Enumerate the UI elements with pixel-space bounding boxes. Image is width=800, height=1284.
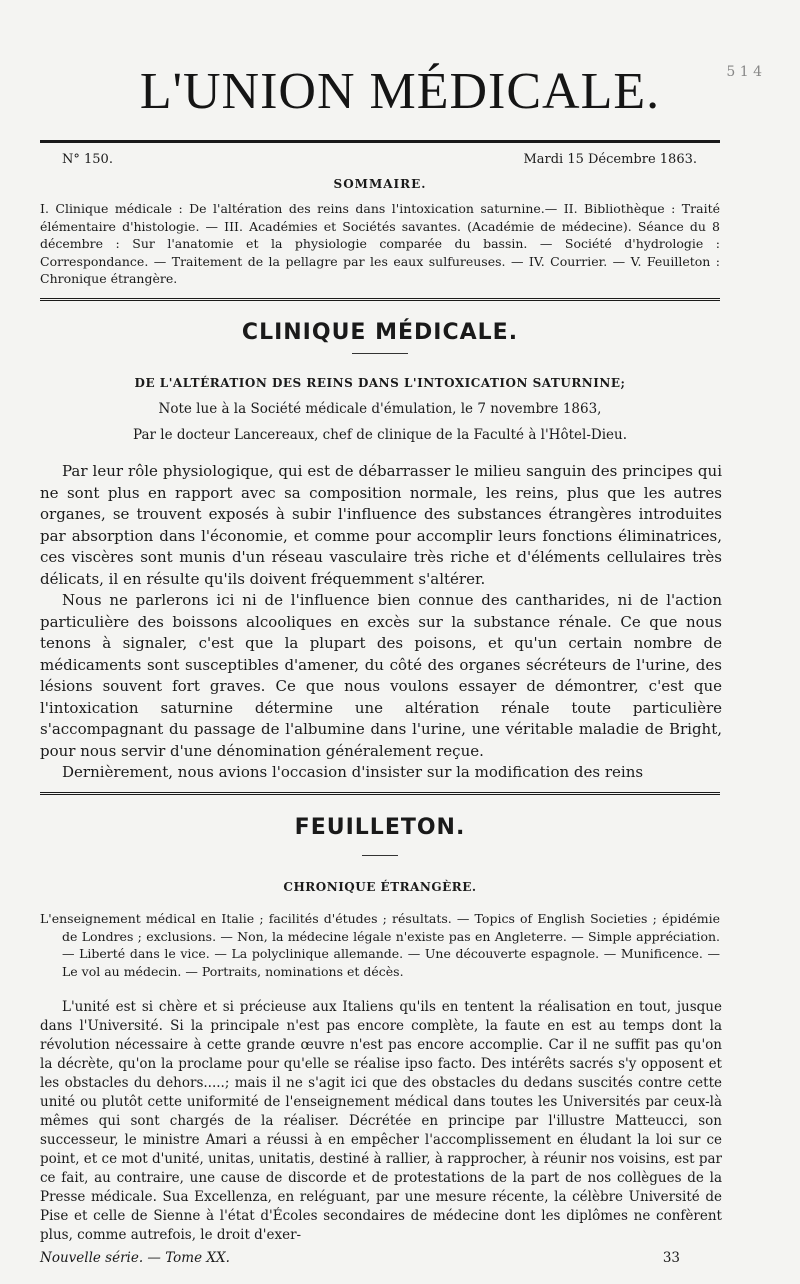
feuilleton-divider [40, 792, 720, 799]
masthead-title: L'UNION MÉDICALE. [139, 63, 661, 120]
issue-date: Mardi 15 Décembre 1863. [523, 152, 697, 167]
paragraph: L'unité est si chère et si précieuse aux Italiens qu'ils en tentent la réalisation en tout, jusque dans l'Université. Si la principale n'est pas encore complète, la faute en est au temps dont la révolution nécessaire à cette grande œuvre n'est pas encore accomplie. Car il ne suffit pas qu'on la décrète, qu'on la proclame pour qu'elle se réalise ipso facto. Des intérêts sacrés s'y opposent et les obstacles du dehors.....; mais il ne s'agit ici que des obstacles du dedans suscités contre cette unité ou plutôt cette uniformité de l'enseignement médical dans toutes les Universités par ceux-là mêmes qui sont chargés de la réaliser. Décrétée en principe par l'illustre Matteucci, son successeur, le ministre Amari a réussi à en empêcher l'accomplissement en éludant la loi sur ce point, et ce mot d'unité, unitas, unitatis, destiné à rallier, à rapprocher, à réunir nos voisins, est par ce fait, au contraire, une cause de discorde et de protestations de la part de nos collègues de la Presse médicale. Sua Excellenza, en reléguant, par une mesure récente, la célèbre Université de Pise et celle de Sienne à l'état d'Écoles secondaires de médecine dont les diplômes ne confèrent plus, comme autrefois, le droit d'exer- [40, 999, 722, 1243]
issue-number: N° 150. [62, 152, 113, 167]
feuilleton-article-title: CHRONIQUE ÉTRANGÈRE. [283, 880, 477, 894]
clinique-author: Par le docteur Lancereaux, chef de clinique de la Faculté à l'Hôtel-Dieu. [132, 427, 627, 443]
feuilleton-section-title: FEUILLETON. [294, 815, 466, 840]
sommaire-text: I. Clinique médicale : De l'altération des reins dans l'intoxication saturnine.— II. Bibliothèque : Traité élémentaire d'histologie. — III. Académies et Sociétés savantes. (Académie de médecine). Séance du 8 décembre : Sur l'anatomie et la physiologie comparée du bassin. — Société d'hydrologie : Correspondance. — Traitement de la pellagre par les eaux sulfureuses. — IV. Courrier. — V. Feuilleton : Chronique étrangère. [40, 201, 720, 286]
clinique-note: Note lue à la Société médicale d'émulation, le 7 novembre 1863, [158, 401, 602, 417]
sommaire-title: SOMMAIRE. [333, 177, 427, 191]
paragraph: Dernièrement, nous avions l'occasion d'insister sur la modification des reins [62, 763, 644, 781]
clinique-article-title: DE L'ALTÉRATION DES REINS DANS L'INTOXICATION SATURNINE; [134, 376, 626, 390]
masthead-rule [40, 140, 720, 143]
feuilleton-summary: L'enseignement médical en Italie ; facilités d'études ; résultats. — Topics of English Societies ; épidémie de Londres ; exclusions. — Non, la médecine légale n'existe pas en Angleterre. — Simple appréciation. — Liberté dans le vice. — La polyclinique allemande. — Une découverte espagnole. — Munificence. — Le vol au médecin. — Portraits, nominations et décès. [40, 911, 720, 979]
issue-line [62, 152, 697, 167]
paragraph: Nous ne parlerons ici ni de l'influence bien connue des cantharides, ni de l'action particulière des boissons alcooliques en excès sur la substance rénale. Ce que nous tenons à signaler, c'est que la plupart des poisons, et qu'un certain nombre de médicaments sont susceptibles d'amener, du côté des organes sécréteurs de l'urine, des lésions souvent fort graves. Ce que nous voulons essayer de démontrer, c'est que l'intoxication saturnine détermine une altération rénale toute particulière s'accompagnant du passage de l'albumine dans l'urine, une véritable maladie de Bright, pour nous servir d'une dénomination généralement reçue. [40, 591, 722, 760]
page-number: 5 1 4 [726, 64, 762, 80]
clinique-section-title: CLINIQUE MÉDICALE. [241, 320, 519, 345]
title-underline [352, 353, 408, 354]
section-divider [40, 298, 720, 305]
paragraph: Par leur rôle physiologique, qui est de débarrasser le milieu sanguin des principes qui ne sont plus en rapport avec sa composition normale, les reins, plus que les autres organes, se trouvent exposés à subir l'influence des substances étrangères introduites par absorption dans l'économie, et comme pour accomplir leurs fonctions éliminatrices, ces viscères sont munis d'un réseau vasculaire très riche et d'éléments cellulaires très délicats, il en résulte qu'ils doivent fréquemment s'altérer. [40, 462, 722, 588]
series-label: Nouvelle série. — Tome XX. [40, 1250, 230, 1266]
page-footer [40, 1250, 680, 1266]
clinique-body [40, 461, 722, 784]
feuilleton-body [40, 998, 722, 1245]
signature-mark: 33 [662, 1250, 680, 1266]
title-underline [362, 855, 398, 856]
